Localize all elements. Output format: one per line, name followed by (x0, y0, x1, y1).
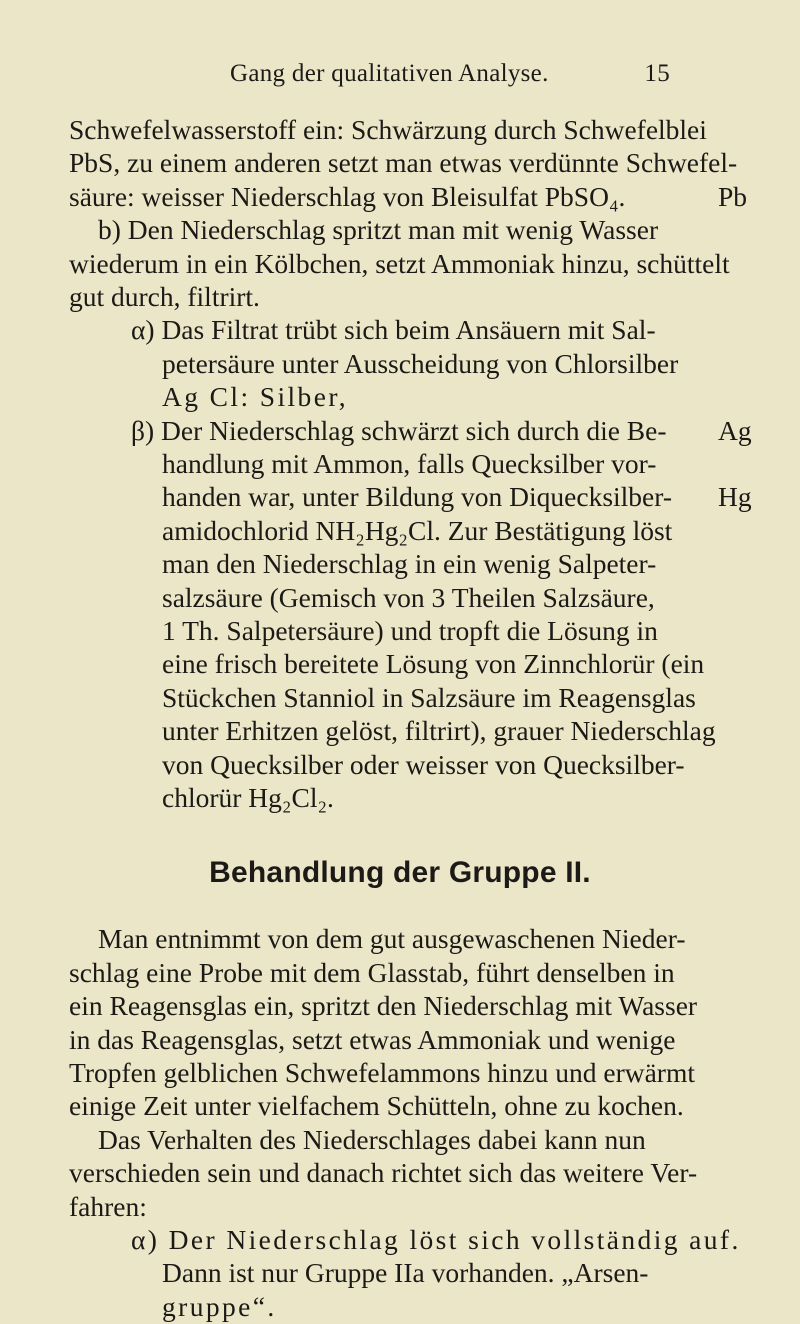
text-line: schlag eine Probe mit dem Glasstab, führt denselben in (69, 956, 675, 988)
margin-note-pb: Pb (718, 180, 748, 212)
header-title: Gang der qualitativen Analyse. (230, 60, 549, 87)
text-line: von Quecksilber oder weisser von Quecksilber- (162, 748, 685, 780)
margin-note-hg: Hg (718, 481, 752, 513)
text-line: PbS, zu einem anderen setzt man etwas verdünnte Schwefel- (69, 147, 738, 179)
text-line: Ag Cl: Silber, (162, 381, 349, 413)
text-line: handen war, unter Bildung von Diquecksilber- (162, 481, 673, 513)
text-line: in das Reagensglas, setzt etwas Ammoniak und wenige (69, 1023, 676, 1055)
text-line: Schwefelwasserstoff ein: Schwärzung durch Schwefelblei (69, 114, 707, 145)
text-line: einige Zeit unter vielfachem Schütteln, ohne zu kochen. (69, 1090, 684, 1122)
text-line: gruppe“. (162, 1290, 277, 1322)
text-line: α) Das Filtrat trübt sich beim Ansäuern mit Sal- (131, 314, 656, 346)
text-line: Dann ist nur Gruppe IIa vorhanden. „Arsen- (162, 1257, 649, 1289)
text-line: ein Reagensglas ein, spritzt den Niederschlag mit Wasser (69, 990, 698, 1022)
text-line: Tropfen gelblichen Schwefelammons hinzu und erwärmt (69, 1057, 695, 1088)
text-line: wiederum in ein Kölbchen, setzt Ammoniak hinzu, schüttelt (69, 247, 730, 279)
page-number: 15 (644, 60, 670, 87)
margin-note-ag: Ag (718, 414, 752, 446)
text-line: gut durch, filtrirt. (69, 281, 260, 312)
section-heading: Behandlung der Gruppe II. (209, 856, 591, 890)
text-line: Das Verhalten des Niederschlages dabei kann nun (98, 1123, 646, 1155)
text-line: Man entnimmt von dem gut ausgewaschenen Nieder- (98, 923, 686, 955)
text-line: β) Der Niederschlag schwärzt sich durch die Be- (131, 414, 667, 446)
text-line: salzsäure (Gemisch von 3 Theilen Salzsäure, (162, 581, 655, 613)
text-line: man den Niederschlag in ein wenig Salpeter- (162, 548, 657, 580)
text-line: verschieden sein und danach richtet sich das weitere Ver- (69, 1157, 698, 1189)
text-line: chlorür Hg₂Cl₂. (162, 782, 334, 813)
text-line: unter Erhitzen gelöst, filtrirt), grauer Niederschlag (162, 715, 716, 747)
text-line: Stückchen Stanniol in Salzsäure im Reagensglas (162, 681, 696, 713)
text-line: handlung mit Ammon, falls Quecksilber vor- (162, 448, 657, 479)
text-line: α) Der Niederschlag löst sich vollständig auf. (131, 1224, 741, 1255)
text-line: eine frisch bereitete Lösung von Zinnchlorür (ein (162, 648, 705, 680)
text-line: amidochlorid NH₂Hg₂Cl. Zur Bestätigung löst (162, 514, 673, 546)
text-line: fahren: (69, 1190, 147, 1222)
text-line: petersäure unter Ausscheidung von Chlorsilber (162, 347, 679, 379)
text-line: 1 Th. Salpetersäure) und tropft die Lösung in (162, 615, 658, 646)
text-line: säure: weisser Niederschlag von Bleisulfat PbSO₄. (69, 180, 626, 212)
text-line: b) Den Niederschlag spritzt man mit wenig Wasser (98, 214, 659, 246)
